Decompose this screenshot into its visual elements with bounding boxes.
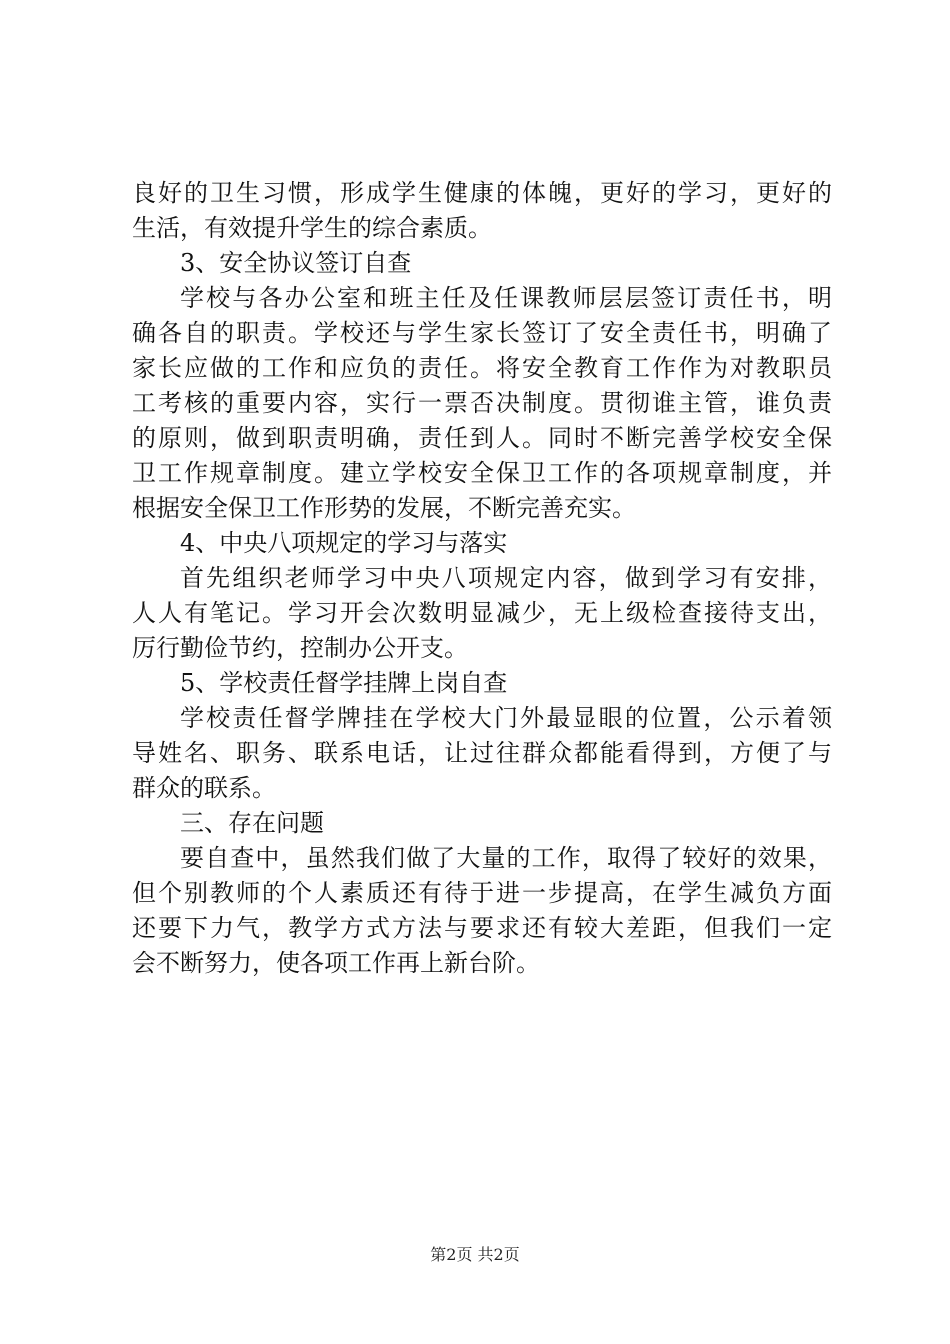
section-heading: 4、中央八项规定的学习与落实 — [180, 529, 508, 557]
paragraph-line: 学校与各办公室和班主任及任课教师层层签订责任书，明 — [180, 284, 832, 312]
section-heading: 三、存在问题 — [180, 809, 324, 837]
paragraph-line: 群众的联系。 — [132, 774, 276, 802]
paragraph-line: 工考核的重要内容，实行一票否决制度。贯彻谁主管，谁负责 — [132, 389, 832, 417]
paragraph-line: 家长应做的工作和应负的责任。将安全教育工作作为对教职员 — [132, 354, 832, 382]
paragraph-line: 还要下力气，教学方式方法与要求还有较大差距，但我们一定 — [132, 914, 832, 942]
section-heading: 3、安全协议签订自查 — [180, 249, 412, 277]
page-number-footer: 第2页 共2页 — [430, 1245, 520, 1264]
paragraph-line: 首先组织老师学习中央八项规定内容，做到学习有安排， — [180, 564, 832, 592]
paragraph-line: 根据安全保卫工作形势的发展，不断完善充实。 — [132, 494, 636, 522]
paragraph-line: 良好的卫生习惯，形成学生健康的体魄，更好的学习，更好的 — [132, 179, 832, 207]
paragraph-line: 的原则，做到职责明确，责任到人。同时不断完善学校安全保 — [132, 424, 832, 452]
paragraph-line: 生活，有效提升学生的综合素质。 — [132, 214, 492, 242]
paragraph-line: 人人有笔记。学习开会次数明显减少，无上级检查接待支出， — [132, 599, 832, 627]
paragraph-line: 学校责任督学牌挂在学校大门外最显眼的位置，公示着领 — [180, 704, 832, 732]
paragraph-line: 确各自的职责。学校还与学生家长签订了安全责任书，明确了 — [132, 319, 832, 347]
paragraph-line: 厉行勤俭节约，控制办公开支。 — [132, 634, 468, 662]
paragraph-line: 要自查中，虽然我们做了大量的工作，取得了较好的效果， — [180, 844, 832, 872]
paragraph-line: 卫工作规章制度。建立学校安全保卫工作的各项规章制度，并 — [132, 459, 832, 487]
paragraph-line: 会不断努力，使各项工作再上新台阶。 — [132, 949, 540, 977]
document-body — [132, 176, 832, 981]
paragraph-line: 导姓名、职务、联系电话，让过往群众都能看得到，方便了与 — [132, 739, 832, 767]
section-heading: 5、学校责任督学挂牌上岗自查 — [180, 669, 508, 697]
paragraph-line: 但个别教师的个人素质还有待于进一步提高，在学生减负方面 — [132, 879, 832, 907]
